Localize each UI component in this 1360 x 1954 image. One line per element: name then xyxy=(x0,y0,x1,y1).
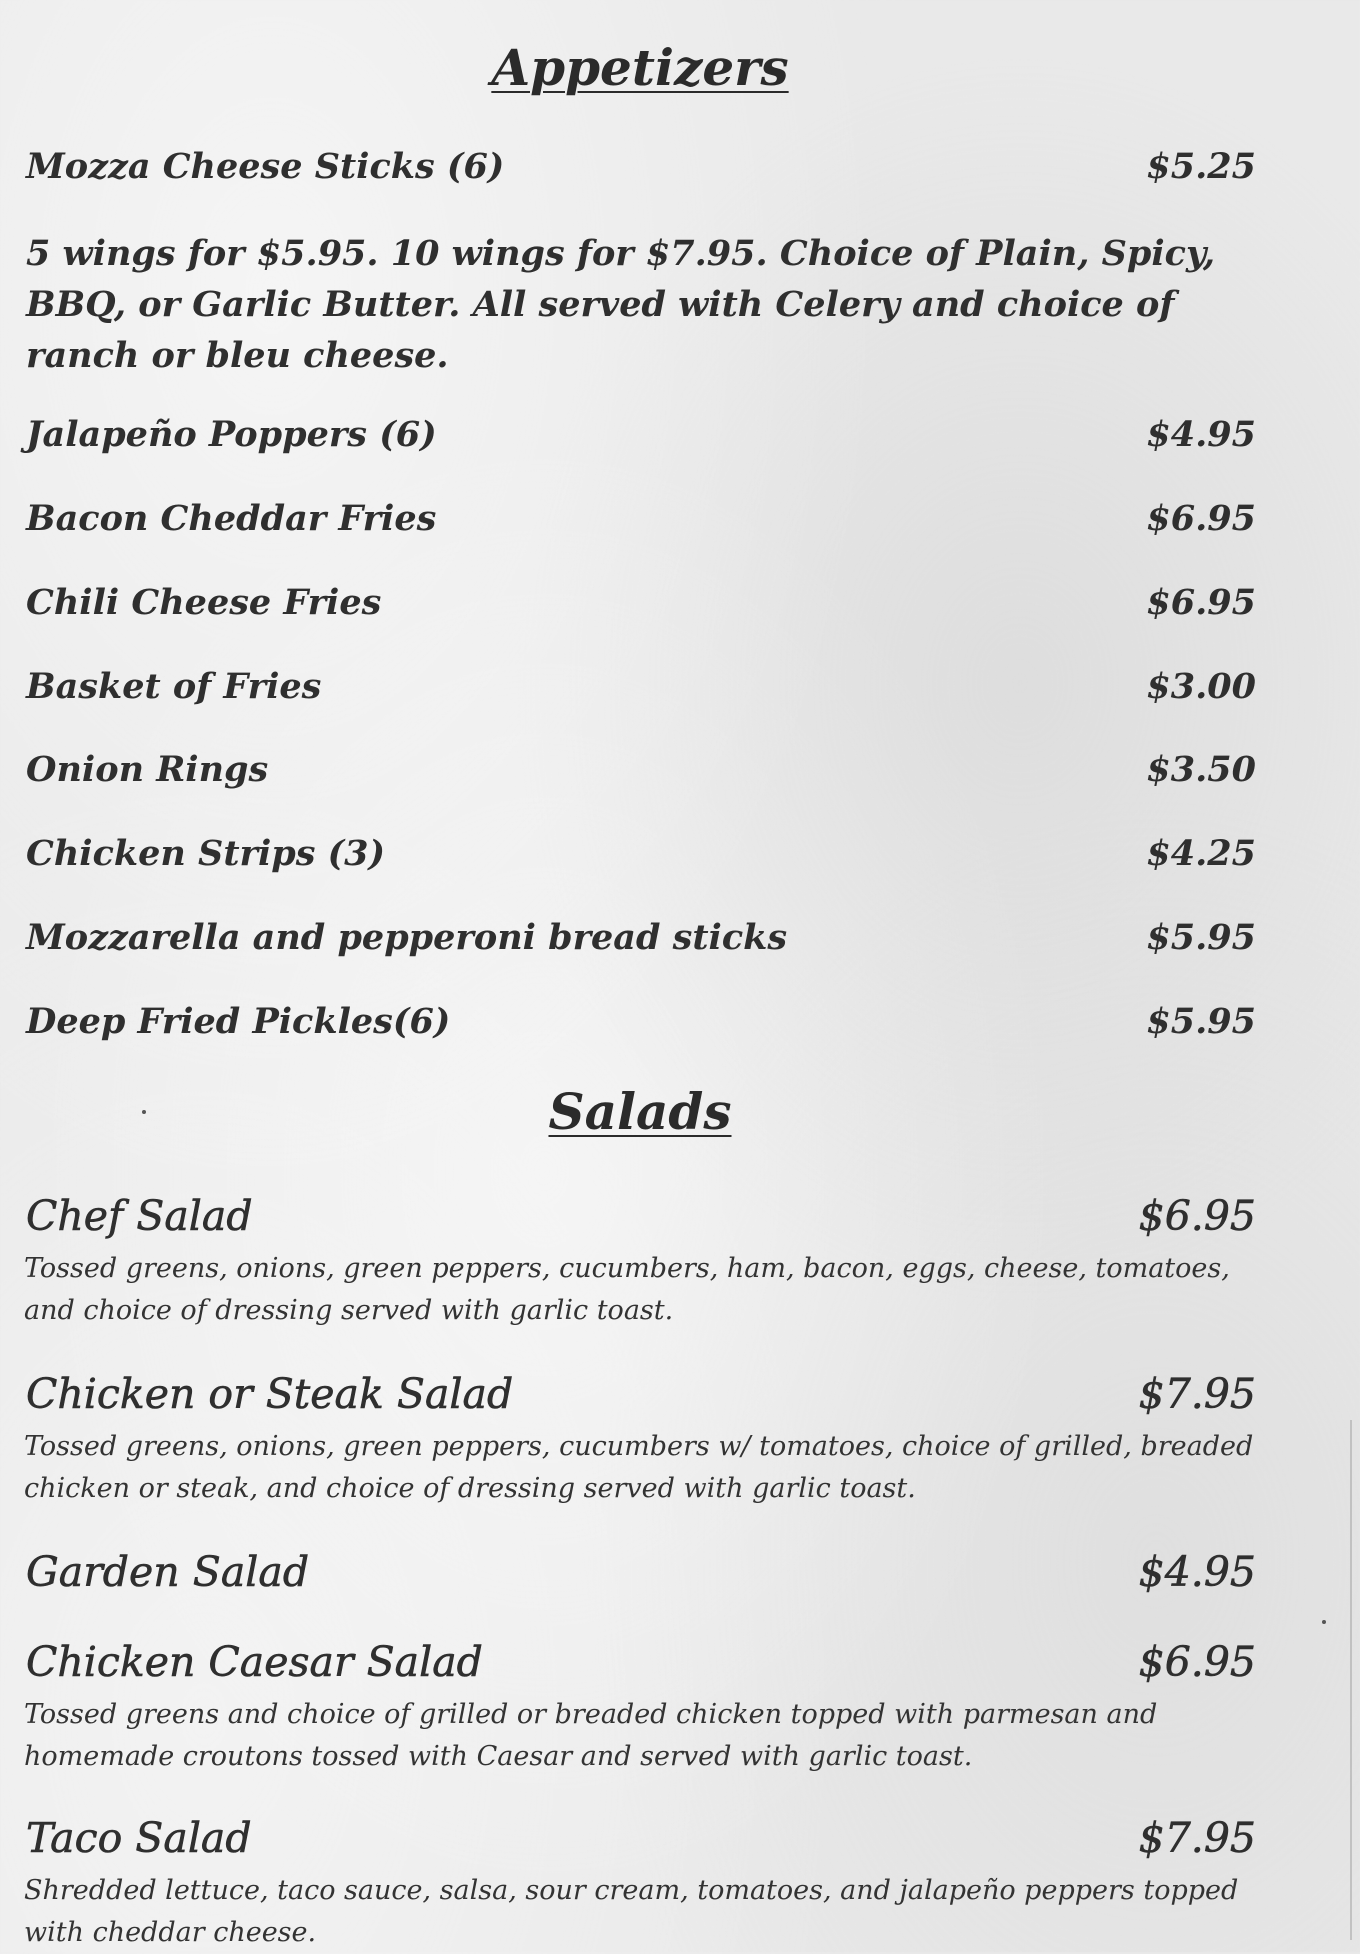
item-name: Chili Cheese Fries xyxy=(26,582,382,623)
item-name: Bacon Cheddar Fries xyxy=(26,498,437,539)
item-description: Tossed greens and choice of grilled or breaded chicken topped with parmesan and homemade croutons tossed with Caesar and served with garlic toast. xyxy=(24,1699,1158,1772)
item-price: $3.50 xyxy=(1146,749,1256,790)
item-price: $5.95 xyxy=(1146,917,1256,958)
item-name: Taco Salad xyxy=(26,1814,252,1862)
item-name: Deep Fried Pickles(6) xyxy=(26,1001,451,1042)
menu-item-onion-rings xyxy=(26,749,1256,790)
item-name: Mozza Cheese Sticks (6) xyxy=(26,146,505,187)
item-price: $5.95 xyxy=(1146,1001,1256,1042)
item-name: Onion Rings xyxy=(26,749,269,790)
menu-item-chili-cheese-fries xyxy=(26,582,1256,623)
item-name: Chicken Strips (3) xyxy=(26,833,386,874)
item-name: Mozzarella and pepperoni bread sticks xyxy=(26,917,788,958)
item-name: Chef Salad xyxy=(26,1192,253,1240)
menu-item-taco-salad xyxy=(26,1814,1256,1862)
menu-item-chicken-caesar-salad xyxy=(26,1638,1256,1686)
item-name: Jalapeño Poppers (6) xyxy=(26,414,437,455)
wings-description: 5 wings for $5.95. 10 wings for $7.95. Choice of Plain, Spicy, BBQ, or Garlic Butter. All served with Celery and choice of ranch or bleu cheese. xyxy=(26,233,1216,376)
menu-item-bacon-cheddar-fries xyxy=(26,498,1256,539)
item-description: Tossed greens, onions, green peppers, cucumbers, ham, bacon, eggs, cheese, tomatoes, and choice of dressing served with garlic toast. xyxy=(24,1253,1230,1326)
item-price: $4.95 xyxy=(1146,414,1256,455)
item-price: $6.95 xyxy=(1138,1638,1256,1686)
menu-item-mozza-cheese-sticks xyxy=(26,146,1256,187)
paper-speck xyxy=(142,1110,146,1114)
menu-item-mozzarella-pepperoni-bread-sticks xyxy=(26,917,1256,958)
item-name: Chicken Caesar Salad xyxy=(26,1638,483,1686)
menu-item-jalapeno-poppers xyxy=(26,414,1256,455)
menu-item-garden-salad xyxy=(26,1548,1256,1596)
menu-item-basket-of-fries xyxy=(26,666,1256,707)
item-price: $6.95 xyxy=(1146,582,1256,623)
appetizers-heading: Appetizers xyxy=(491,38,789,97)
item-name: Garden Salad xyxy=(26,1548,310,1596)
salads-heading: Salads xyxy=(548,1082,732,1141)
item-price: $5.25 xyxy=(1146,146,1256,187)
menu-item-chef-salad xyxy=(26,1192,1256,1240)
item-price: $4.25 xyxy=(1146,833,1256,874)
item-name: Chicken or Steak Salad xyxy=(26,1370,514,1418)
paper-speck xyxy=(1322,1620,1326,1624)
paper-edge-line xyxy=(1350,1420,1352,1940)
menu-item-chicken-strips xyxy=(26,833,1256,874)
item-price: $6.95 xyxy=(1138,1192,1256,1240)
item-price: $3.00 xyxy=(1146,666,1256,707)
item-price: $7.95 xyxy=(1138,1370,1256,1418)
item-price: $6.95 xyxy=(1146,498,1256,539)
item-description: Tossed greens, onions, green peppers, cucumbers w/ tomatoes, choice of grilled, breaded chicken or steak, and choice of dressing served with garlic toast. xyxy=(24,1431,1254,1504)
menu-item-chicken-or-steak-salad xyxy=(26,1370,1256,1418)
item-price: $7.95 xyxy=(1138,1814,1256,1862)
item-price: $4.95 xyxy=(1138,1548,1256,1596)
menu-item-deep-fried-pickles xyxy=(26,1001,1256,1042)
item-description: Shredded lettuce, taco sauce, salsa, sour cream, tomatoes, and jalapeño peppers topped with cheddar cheese. xyxy=(24,1875,1239,1948)
item-name: Basket of Fries xyxy=(26,666,322,707)
